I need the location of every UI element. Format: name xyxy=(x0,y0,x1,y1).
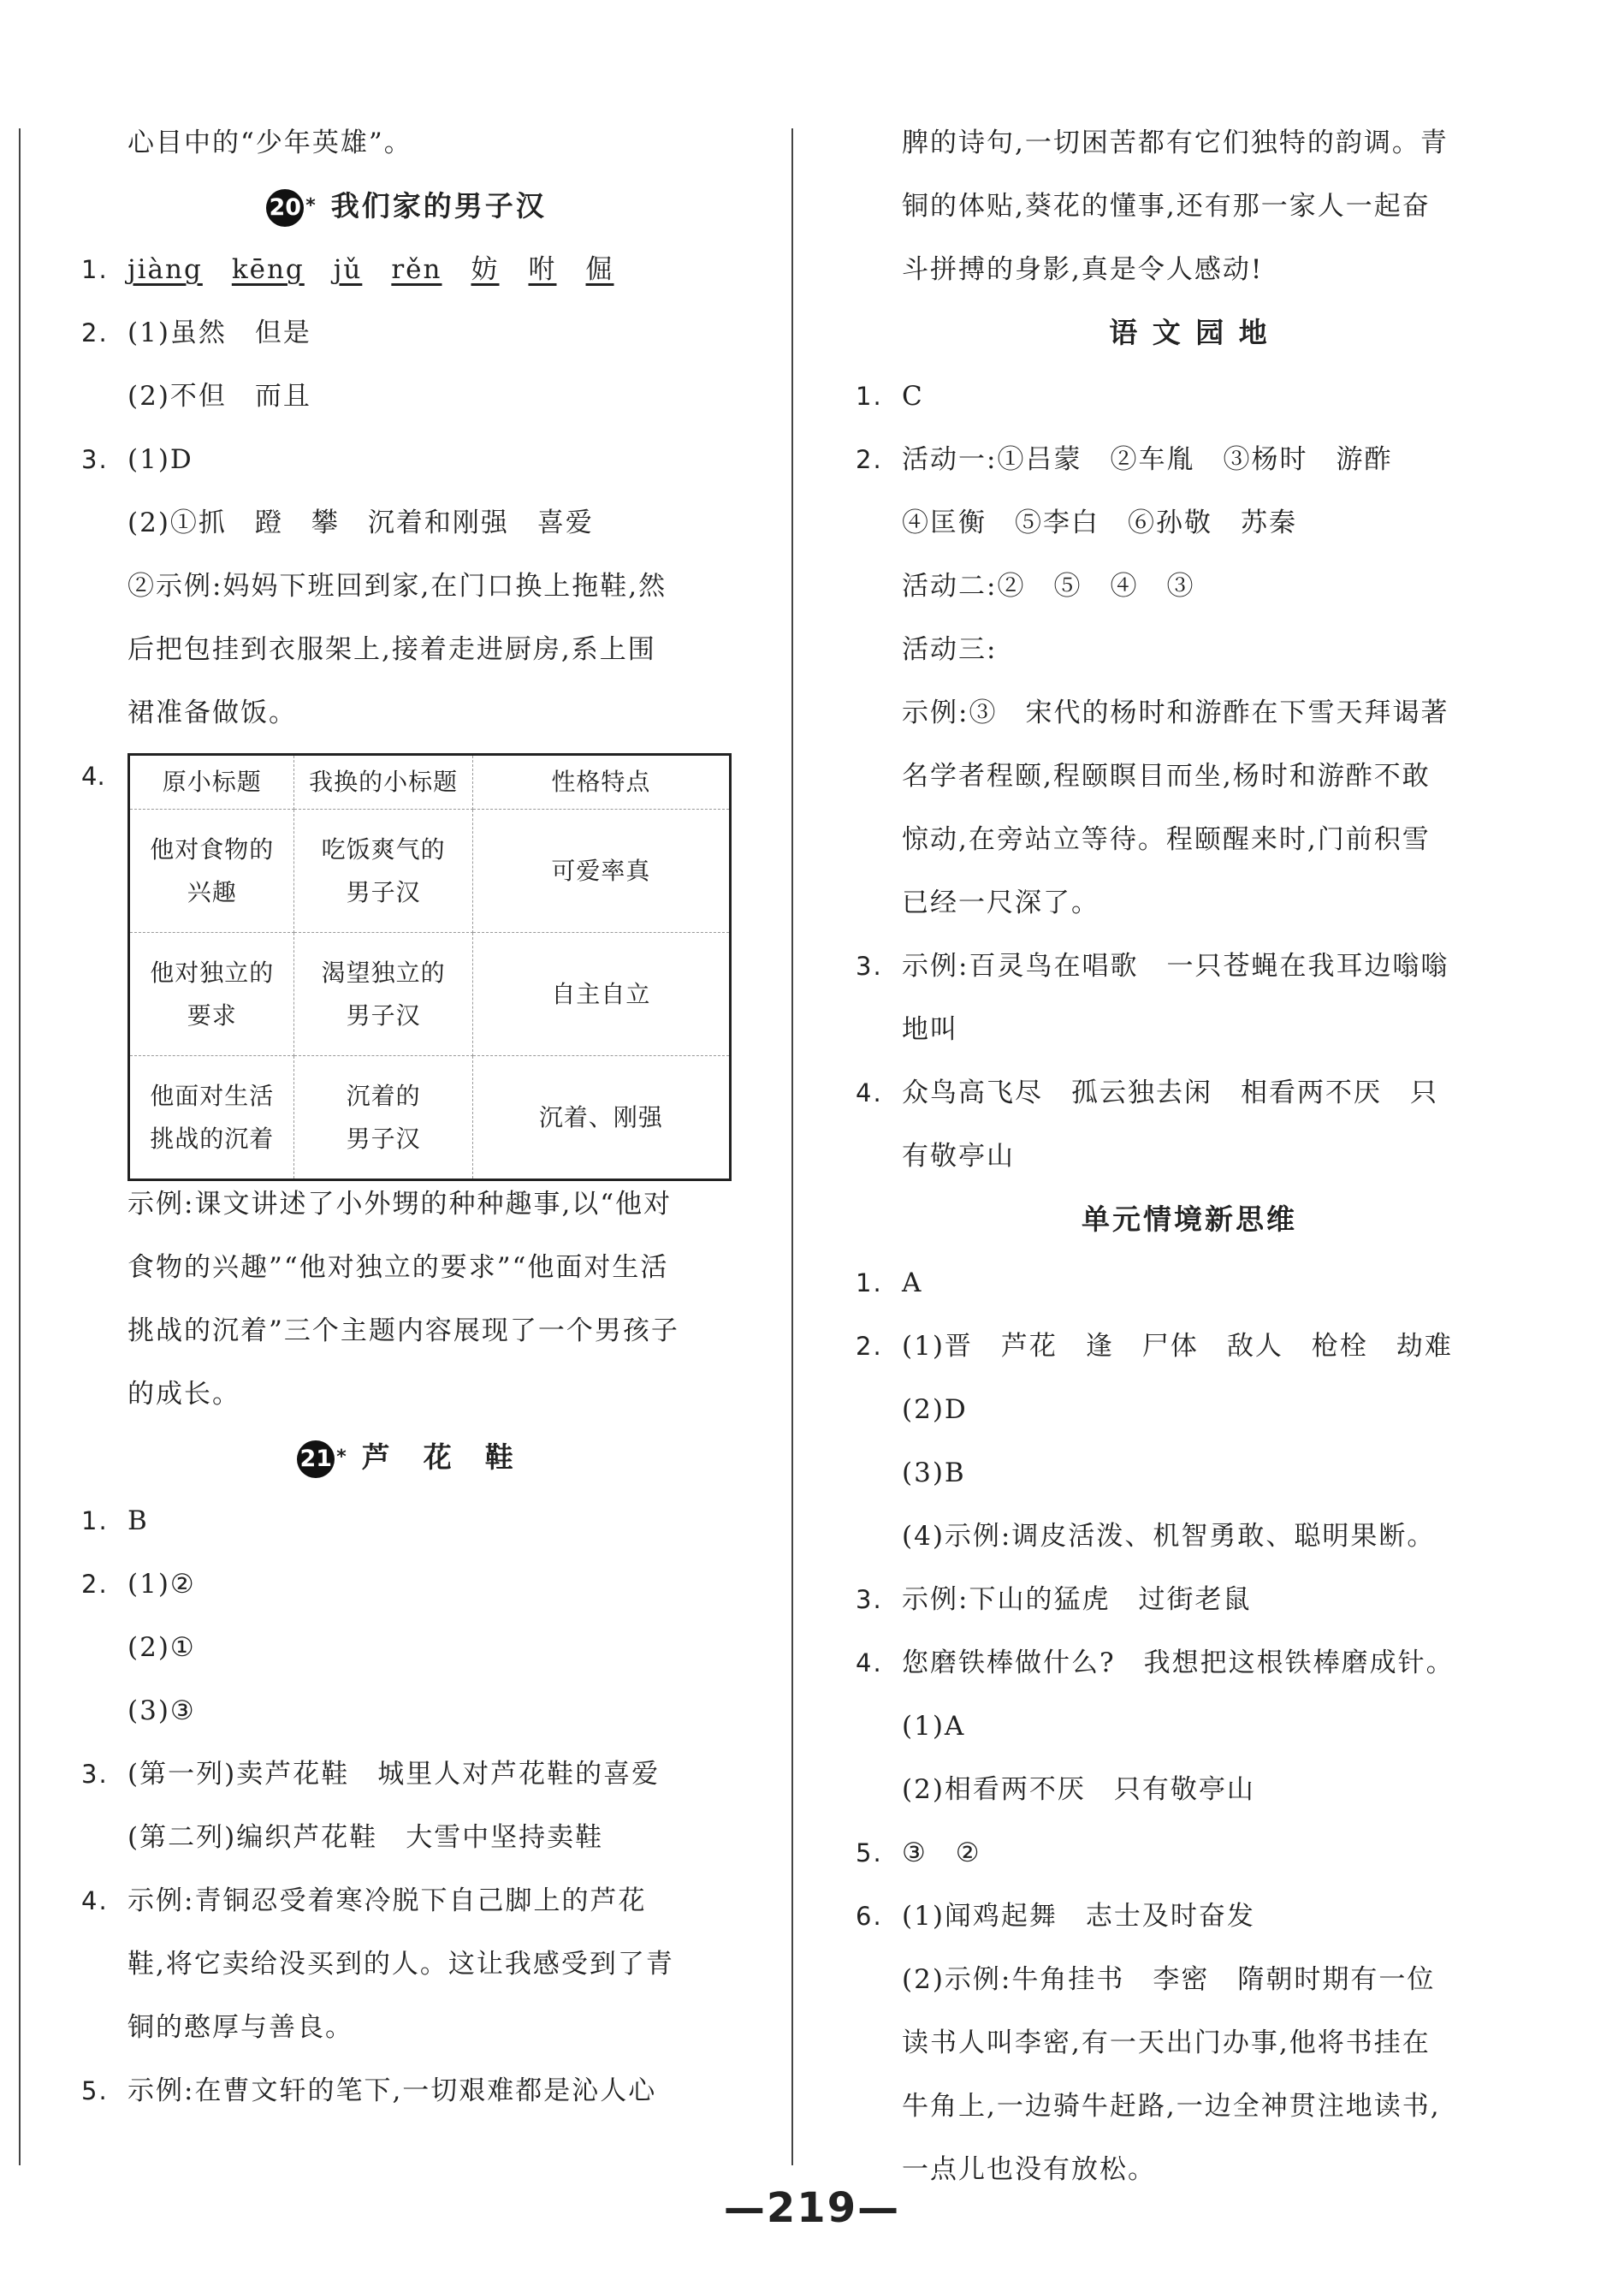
dy-q6a: 6. (1)闻鸡起舞 志士及时奋发 xyxy=(856,1901,1255,1932)
table-row xyxy=(129,933,731,1056)
left-column xyxy=(81,120,732,2131)
q1-word: 倔 xyxy=(585,254,614,285)
yw-q1: 1. C xyxy=(856,381,924,412)
l21-q3b: (第二列)编织芦花鞋 大雪中坚持卖鞋 xyxy=(127,1822,604,1853)
lesson-21-number-badge: 21 xyxy=(297,1440,335,1478)
yw-q2g: 惊动,在旁站立等待。程颐醒来时,门前积雪 xyxy=(902,824,1431,855)
yuwen-yuandi-heading: 语 文 园 地 xyxy=(1109,316,1270,349)
l21-q2b: (2)① xyxy=(127,1632,196,1663)
l21-q2a: 2. (1)② xyxy=(81,1569,196,1600)
dy-q2c: (3)B xyxy=(902,1458,966,1488)
dy-q6b: (2)示例:牛角挂书 李密 隋朝时期有一位 xyxy=(902,1964,1436,1995)
yw-q2c: 活动二:② ⑤ ④ ③ xyxy=(902,571,1195,602)
l20-q1: 1. jiàng kēng jǔ rěn 妨 咐 倔 xyxy=(81,254,614,285)
q1-word: kēng xyxy=(231,254,305,285)
table-cell: 他面对生活 挑战的沉着 xyxy=(129,1056,294,1180)
dy-q2b: (2)D xyxy=(902,1394,968,1425)
q1-word: jǔ xyxy=(333,254,363,285)
l21-q4a: 4. 示例:青铜忍受着寒冷脱下自己脚上的芦花 xyxy=(81,1885,647,1916)
yw-q2f: 名学者程颐,程颐瞑目而坐,杨时和游酢不敢 xyxy=(902,761,1431,792)
table-header: 原小标题 xyxy=(129,755,294,810)
cont-line-2: 铜的体贴,葵花的懂事,还有那一家人一起奋 xyxy=(902,191,1431,222)
table-header: 我换的小标题 xyxy=(294,755,472,810)
yw-q2d: 活动三: xyxy=(902,634,998,665)
q1-word: rěn xyxy=(391,254,442,285)
table-cell: 沉着的 男子汉 xyxy=(294,1056,472,1180)
table-cell: 自主自立 xyxy=(472,933,730,1056)
dy-q6d: 牛角上,一边骑牛赶路,一边全神贯注地读书, xyxy=(902,2091,1441,2122)
dy-q4c: (2)相看两不厌 只有敬亭山 xyxy=(902,1774,1255,1805)
yw-q2e: 示例:③ 宋代的杨时和游酢在下雪天拜谒著 xyxy=(902,698,1449,728)
table-header-row xyxy=(129,755,731,810)
dy-q3: 3. 示例:下山的猛虎 过街老鼠 xyxy=(856,1584,1252,1615)
dy-q6c: 读书人叫李密,有一天出门办事,他将书挂在 xyxy=(902,2028,1431,2058)
table-header: 性格特点 xyxy=(472,755,730,810)
l21-q3a: 3. (第一列)卖芦花鞋 城里人对芦花鞋的喜爱 xyxy=(81,1759,661,1790)
l20-q3b: (2)①抓 蹬 攀 沉着和刚强 喜爱 xyxy=(127,508,594,538)
danyuan-heading: 单元情境新思维 xyxy=(1082,1202,1297,1236)
l21-q4b: 鞋,将它卖给没买到的人。这让我感受到了青 xyxy=(127,1949,674,1980)
yw-q2b: ④匡衡 ⑤李白 ⑥孙敬 苏秦 xyxy=(902,508,1297,538)
l20-q2a: 2. (1)虽然 但是 xyxy=(81,318,311,348)
table-cell: 他对独立的 要求 xyxy=(129,933,294,1056)
lesson-21-star: * xyxy=(336,1446,347,1468)
table-row xyxy=(129,1056,731,1180)
lesson-20-star: * xyxy=(305,195,316,217)
dy-q2a: 2. (1)晋 芦花 逢 尸体 敌人 枪栓 劫难 xyxy=(856,1331,1453,1362)
intro-line: 心目中的“少年英雄”。 xyxy=(127,128,412,158)
l20-q4-table-block: 4. 原小标题 我换的小标题 性格特点 他对食物的 兴趣 吃饭爽气的 男子汉 可爱率真 他对独立的 要求 渴望独立的 男子汉 自主自立 他面对生活 挑战的沉着 沉着的 男子汉 沉着、刚强 xyxy=(81,753,732,1181)
l20-q3e: 裙准备做饭。 xyxy=(127,698,297,728)
l20-q3a: 3. (1)D xyxy=(81,444,193,475)
yw-q2a: 2. 活动一:①吕蒙 ②车胤 ③杨时 游酢 xyxy=(856,444,1393,475)
q1-word: 妨 xyxy=(471,254,500,285)
yw-q3b: 地叫 xyxy=(902,1014,958,1045)
l20-q3d: 后把包挂到衣服架上,接着走进厨房,系上围 xyxy=(127,634,656,665)
lesson-20-title: 我们家的男子汉 xyxy=(330,189,547,223)
table-cell: 渴望独立的 男子汉 xyxy=(294,933,472,1056)
l20-q4-l2: 食物的兴趣”“他对独立的要求”“他面对生活 xyxy=(127,1252,669,1283)
dy-q2d: (4)示例:调皮活泼、机智勇敢、聪明果断。 xyxy=(902,1521,1436,1552)
l21-q2c: (3)③ xyxy=(127,1695,196,1726)
lesson-20-number-badge: 20 xyxy=(266,189,304,227)
left-margin-rule xyxy=(19,128,21,2165)
column-divider xyxy=(791,128,793,2165)
l20-q3c: ②示例:妈妈下班回到家,在门口换上拖鞋,然 xyxy=(127,571,667,602)
yw-q3a: 3. 示例:百灵鸟在唱歌 一只苍蝇在我耳边嗡嗡 xyxy=(856,951,1449,982)
dy-q4b: (1)A xyxy=(902,1711,966,1742)
page-number: —219— xyxy=(723,2184,901,2232)
yw-q4a: 4. 众鸟高飞尽 孤云独去闲 相看两不厌 只 xyxy=(856,1078,1438,1108)
dy-q4a: 4. 您磨铁棒做什么? 我想把这根铁棒磨成针。 xyxy=(856,1648,1455,1678)
l20-q2b: (2)不但 而且 xyxy=(127,381,311,412)
lesson-20-heading xyxy=(81,183,732,246)
l21-q4c: 铜的憨厚与善良。 xyxy=(127,2012,353,2043)
yw-q2h: 已经一尺深了。 xyxy=(902,888,1099,918)
l20-q4-l3: 挑战的沉着”三个主题内容展现了一个男孩子 xyxy=(127,1315,679,1346)
table-cell: 沉着、刚强 xyxy=(472,1056,730,1180)
cont-line-1: 脾的诗句,一切困苦都有它们独特的韵调。青 xyxy=(902,128,1449,158)
l20-q4-l1: 示例:课文讲述了小外甥的种种趣事,以“他对 xyxy=(127,1189,673,1220)
table-cell: 可爱率真 xyxy=(472,810,730,933)
right-column xyxy=(856,120,1523,2210)
l21-q1: 1. B xyxy=(81,1505,149,1536)
lesson-21-title: 芦 花 鞋 xyxy=(361,1440,516,1474)
dy-q5: 5. ③ ② xyxy=(856,1838,981,1868)
cont-line-3: 斗拼搏的身影,真是令人感动! xyxy=(902,254,1264,285)
table-cell: 他对食物的 兴趣 xyxy=(129,810,294,933)
character-table xyxy=(127,753,732,1181)
yw-q4b: 有敬亭山 xyxy=(902,1141,1015,1172)
l21-q5a: 5. 示例:在曹文轩的笔下,一切艰难都是沁人心 xyxy=(81,2075,657,2106)
table-cell: 吃饭爽气的 男子汉 xyxy=(294,810,472,933)
dy-q1: 1. A xyxy=(856,1268,923,1298)
table-row xyxy=(129,810,731,933)
q1-word: 咐 xyxy=(528,254,557,285)
l20-q4-l4: 的成长。 xyxy=(127,1379,240,1410)
lesson-21-heading xyxy=(81,1434,732,1498)
q1-word: jiàng xyxy=(127,254,203,285)
dy-q6e: 一点儿也没有放松。 xyxy=(902,2154,1156,2185)
